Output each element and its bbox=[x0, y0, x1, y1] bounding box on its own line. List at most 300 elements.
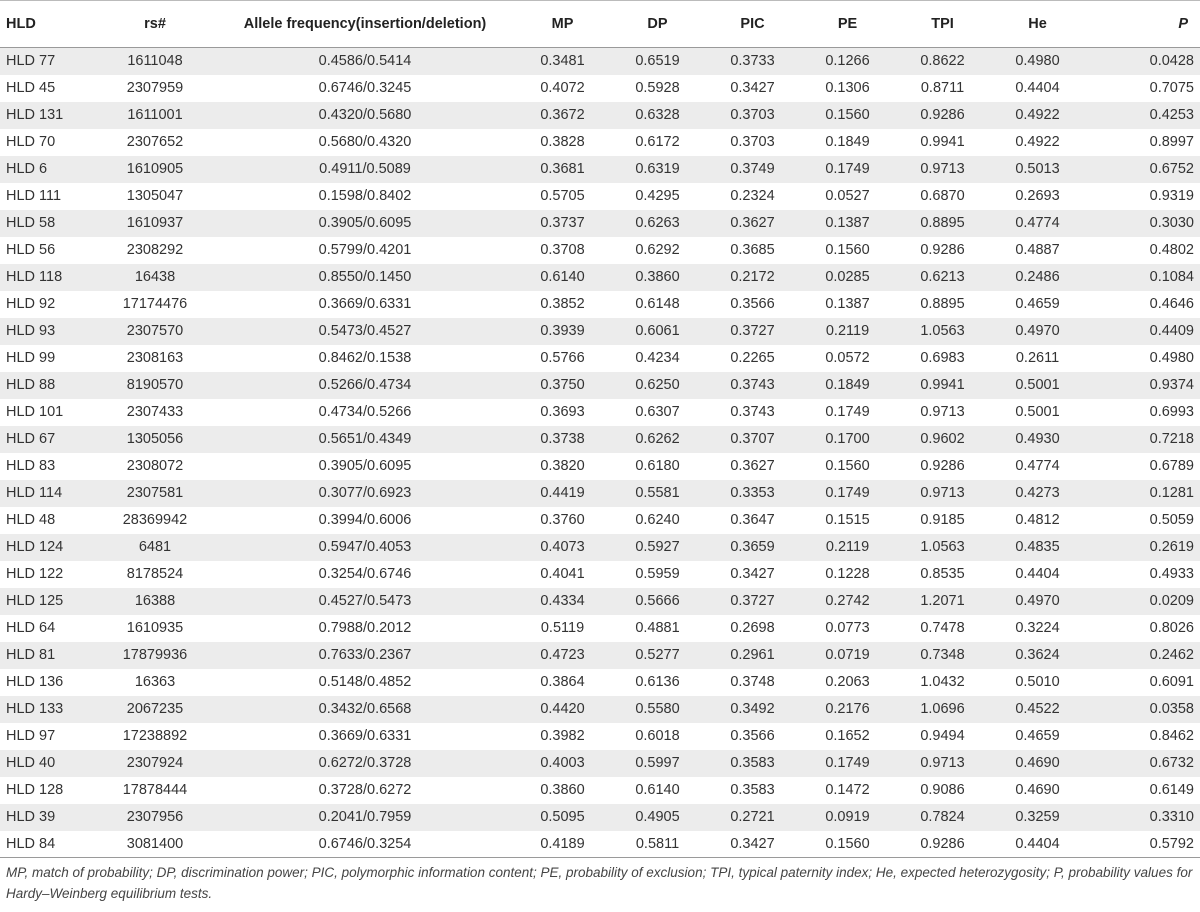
cell-hld: HLD 97 bbox=[6, 728, 56, 744]
cell-dp: 0.5277 bbox=[635, 647, 680, 663]
cell-hld: HLD 88 bbox=[6, 377, 56, 393]
cell-hld: HLD 83 bbox=[6, 458, 56, 474]
cell-pic: 0.3627 bbox=[730, 215, 775, 231]
cell-allele-frequency: 0.4734/0.5266 bbox=[318, 404, 412, 420]
cell-allele-frequency: 0.2041/0.7959 bbox=[318, 809, 412, 825]
cell-he: 0.4887 bbox=[1015, 242, 1060, 258]
cell-p: 0.6091 bbox=[1149, 674, 1194, 690]
cell-tpi: 1.0563 bbox=[920, 323, 965, 339]
cell-p: 0.6752 bbox=[1149, 161, 1194, 177]
table-header bbox=[0, 1, 1200, 48]
cell-rs: 2308072 bbox=[126, 458, 184, 474]
cell-mp: 0.5766 bbox=[540, 350, 585, 366]
table-row bbox=[0, 804, 1200, 831]
cell-dp: 0.5666 bbox=[635, 593, 680, 609]
cell-mp: 0.3738 bbox=[540, 431, 585, 447]
cell-pe: 0.2063 bbox=[825, 674, 870, 690]
cell-hld: HLD 111 bbox=[6, 188, 62, 204]
cell-allele-frequency: 0.5680/0.4320 bbox=[318, 134, 412, 150]
cell-p: 0.6732 bbox=[1149, 755, 1194, 771]
cell-pic: 0.3427 bbox=[730, 566, 775, 582]
header-allele-frequency: Allele frequency(insertion/deletion) bbox=[215, 1, 515, 48]
cell-p: 0.8997 bbox=[1149, 134, 1194, 150]
table-row bbox=[0, 750, 1200, 777]
cell-pe: 0.1387 bbox=[825, 296, 870, 312]
cell-dp: 0.6307 bbox=[635, 404, 680, 420]
cell-rs: 2308292 bbox=[126, 242, 184, 258]
cell-pic: 0.3427 bbox=[730, 80, 775, 96]
cell-allele-frequency: 0.6746/0.3254 bbox=[215, 831, 515, 858]
cell-he: 0.3624 bbox=[1015, 647, 1060, 663]
cell-pe: 0.1652 bbox=[825, 728, 870, 744]
cell-tpi: 0.7824 bbox=[920, 809, 965, 825]
table-row bbox=[0, 318, 1200, 345]
cell-dp: 0.3860 bbox=[635, 269, 680, 285]
cell-he: 0.4690 bbox=[1015, 782, 1060, 798]
cell-dp: 0.6140 bbox=[635, 782, 680, 798]
cell-rs: 2307924 bbox=[126, 755, 184, 771]
cell-rs: 2067235 bbox=[126, 701, 184, 717]
cell-allele-frequency: 0.1598/0.8402 bbox=[318, 188, 412, 204]
cell-he: 0.5010 bbox=[1015, 674, 1060, 690]
cell-he: 0.4522 bbox=[1015, 701, 1060, 717]
cell-he: 0.4404 bbox=[1015, 80, 1060, 96]
table-row bbox=[0, 615, 1200, 642]
cell-hld: HLD 6 bbox=[6, 161, 48, 177]
cell-he: 0.4404 bbox=[990, 831, 1085, 858]
cell-dp: 0.6319 bbox=[635, 161, 680, 177]
cell-mp: 0.3939 bbox=[540, 323, 585, 339]
cell-allele-frequency: 0.3669/0.6331 bbox=[318, 728, 412, 744]
cell-rs: 1611001 bbox=[127, 107, 183, 123]
cell-tpi: 1.0563 bbox=[920, 539, 965, 555]
cell-allele-frequency: 0.4320/0.5680 bbox=[318, 107, 412, 123]
cell-p: 0.4646 bbox=[1149, 296, 1194, 312]
cell-p: 0.0358 bbox=[1149, 701, 1194, 717]
cell-tpi: 0.9185 bbox=[920, 512, 965, 528]
table-row bbox=[0, 588, 1200, 615]
cell-rs: 1610905 bbox=[126, 161, 184, 177]
cell-hld: HLD 40 bbox=[6, 755, 56, 771]
cell-hld: HLD 48 bbox=[6, 512, 56, 528]
cell-pic: 0.3647 bbox=[730, 512, 775, 528]
table-row bbox=[0, 480, 1200, 507]
cell-allele-frequency: 0.4586/0.5414 bbox=[318, 53, 412, 70]
cell-p: 0.4933 bbox=[1149, 566, 1194, 582]
cell-pe: 0.1228 bbox=[825, 566, 870, 582]
header-pe: PE bbox=[800, 1, 895, 48]
cell-pe: 0.1560 bbox=[825, 107, 870, 123]
cell-tpi: 0.9286 bbox=[920, 458, 965, 474]
header-rs: rs# bbox=[95, 1, 215, 48]
cell-dp: 0.6240 bbox=[635, 512, 680, 528]
cell-tpi: 0.9086 bbox=[920, 782, 965, 798]
cell-allele-frequency: 0.3905/0.6095 bbox=[318, 458, 412, 474]
cell-tpi: 0.8895 bbox=[920, 296, 965, 312]
cell-pic: 0.3583 bbox=[730, 755, 775, 771]
cell-tpi: 0.9941 bbox=[920, 377, 965, 393]
cell-dp: 0.6172 bbox=[635, 134, 680, 150]
cell-hld: HLD 99 bbox=[6, 350, 56, 366]
cell-mp: 0.3681 bbox=[540, 161, 585, 177]
cell-dp: 0.4234 bbox=[635, 350, 680, 366]
cell-mp: 0.3864 bbox=[540, 674, 585, 690]
table-row bbox=[0, 777, 1200, 804]
cell-tpi: 0.8895 bbox=[920, 215, 965, 231]
cell-tpi: 1.0696 bbox=[920, 701, 965, 717]
cell-pe: 0.2176 bbox=[825, 701, 870, 717]
table-row bbox=[0, 696, 1200, 723]
cell-pe: 0.0919 bbox=[825, 809, 870, 825]
cell-allele-frequency: 0.5473/0.4527 bbox=[318, 323, 412, 339]
cell-rs: 16363 bbox=[134, 674, 176, 690]
cell-tpi: 0.9713 bbox=[920, 485, 965, 501]
cell-dp: 0.5997 bbox=[635, 755, 680, 771]
cell-he: 0.3224 bbox=[1015, 620, 1060, 636]
cell-tpi: 1.2071 bbox=[920, 593, 965, 609]
cell-tpi: 0.9713 bbox=[920, 404, 965, 420]
cell-tpi: 0.8711 bbox=[920, 80, 965, 96]
table-row bbox=[0, 75, 1200, 102]
cell-mp: 0.4003 bbox=[540, 755, 585, 771]
cell-hld: HLD 84 bbox=[0, 831, 95, 858]
cell-pe: 0.1560 bbox=[800, 831, 895, 858]
cell-p: 0.4409 bbox=[1149, 323, 1194, 339]
cell-allele-frequency: 0.3994/0.6006 bbox=[318, 512, 412, 528]
cell-pe: 0.1849 bbox=[825, 134, 870, 150]
cell-dp: 0.6180 bbox=[635, 458, 680, 474]
cell-mp: 0.3708 bbox=[540, 242, 585, 258]
cell-he: 0.5013 bbox=[1015, 161, 1060, 177]
cell-pe: 0.1749 bbox=[825, 485, 870, 501]
cell-tpi: 0.9713 bbox=[920, 161, 965, 177]
table-row bbox=[0, 237, 1200, 264]
cell-dp: 0.6061 bbox=[635, 323, 680, 339]
cell-allele-frequency: 0.8550/0.1450 bbox=[318, 269, 412, 285]
cell-hld: HLD 64 bbox=[6, 620, 56, 636]
cell-rs: 17878444 bbox=[122, 782, 188, 798]
cell-rs: 2308163 bbox=[126, 350, 184, 366]
cell-pic: 0.2172 bbox=[730, 269, 775, 285]
cell-pe: 0.1306 bbox=[825, 80, 870, 96]
cell-he: 0.2611 bbox=[1015, 350, 1060, 366]
table-row bbox=[0, 102, 1200, 129]
cell-p: 0.3310 bbox=[1149, 809, 1194, 825]
table-body bbox=[0, 48, 1200, 858]
cell-allele-frequency: 0.4911/0.5089 bbox=[319, 161, 411, 177]
table-row bbox=[0, 561, 1200, 588]
header-pic: PIC bbox=[705, 1, 800, 48]
cell-he: 0.4930 bbox=[1015, 431, 1060, 447]
cell-pic: 0.3427 bbox=[705, 831, 800, 858]
cell-rs: 1305047 bbox=[126, 188, 184, 204]
cell-tpi: 0.7348 bbox=[920, 647, 965, 663]
cell-p: 0.6993 bbox=[1149, 404, 1194, 420]
cell-hld: HLD 58 bbox=[6, 215, 56, 231]
cell-allele-frequency: 0.6746/0.3245 bbox=[318, 80, 412, 96]
cell-pe: 0.2119 bbox=[825, 323, 870, 339]
cell-mp: 0.4072 bbox=[540, 80, 585, 96]
cell-he: 0.3259 bbox=[1015, 809, 1060, 825]
table-row bbox=[0, 372, 1200, 399]
cell-dp: 0.4881 bbox=[635, 620, 680, 636]
cell-hld: HLD 92 bbox=[6, 296, 56, 312]
cell-pe: 0.1387 bbox=[825, 215, 870, 231]
cell-hld: HLD 93 bbox=[6, 323, 56, 339]
cell-pic: 0.3743 bbox=[730, 377, 775, 393]
header-hld: HLD bbox=[0, 1, 95, 48]
cell-mp: 0.3672 bbox=[540, 107, 585, 123]
cell-p: 0.0428 bbox=[1149, 53, 1194, 70]
table-row bbox=[0, 723, 1200, 750]
cell-p: 0.8462 bbox=[1149, 728, 1194, 744]
cell-tpi: 0.6983 bbox=[920, 350, 965, 366]
cell-tpi: 0.9713 bbox=[920, 755, 965, 771]
cell-pe: 0.1749 bbox=[825, 404, 870, 420]
cell-rs: 2307959 bbox=[126, 80, 184, 96]
cell-dp: 0.5580 bbox=[635, 701, 680, 717]
cell-pe: 0.1849 bbox=[825, 377, 870, 393]
cell-he: 0.4970 bbox=[1015, 593, 1060, 609]
cell-mp: 0.3820 bbox=[540, 458, 585, 474]
cell-pe: 0.1515 bbox=[825, 512, 870, 528]
cell-pe: 0.1560 bbox=[825, 458, 870, 474]
cell-mp: 0.3693 bbox=[540, 404, 585, 420]
cell-pic: 0.2721 bbox=[730, 809, 775, 825]
cell-pic: 0.3727 bbox=[730, 323, 775, 339]
cell-pic: 0.3733 bbox=[730, 53, 775, 70]
cell-mp: 0.3852 bbox=[540, 296, 585, 312]
cell-rs: 8178524 bbox=[126, 566, 184, 582]
cell-hld: HLD 128 bbox=[6, 782, 64, 798]
cell-pic: 0.3659 bbox=[730, 539, 775, 555]
cell-pic: 0.3748 bbox=[730, 674, 775, 690]
cell-tpi: 0.8622 bbox=[920, 53, 965, 70]
cell-hld: HLD 45 bbox=[6, 80, 56, 96]
cell-dp: 0.5927 bbox=[635, 539, 680, 555]
cell-rs: 16438 bbox=[134, 269, 176, 285]
header-row bbox=[0, 1, 1200, 48]
cell-mp: 0.3481 bbox=[540, 53, 585, 70]
cell-hld: HLD 101 bbox=[6, 404, 64, 420]
cell-mp: 0.4041 bbox=[540, 566, 585, 582]
cell-dp: 0.5959 bbox=[635, 566, 680, 582]
cell-allele-frequency: 0.5651/0.4349 bbox=[318, 431, 412, 447]
cell-pic: 0.3583 bbox=[730, 782, 775, 798]
table-row bbox=[0, 210, 1200, 237]
cell-rs: 1611048 bbox=[127, 53, 183, 70]
cell-hld: HLD 133 bbox=[6, 701, 64, 717]
cell-tpi: 0.9286 bbox=[895, 831, 990, 858]
cell-mp: 0.3750 bbox=[540, 377, 585, 393]
table-row bbox=[0, 831, 1200, 858]
cell-pic: 0.3703 bbox=[730, 107, 775, 123]
cell-pic: 0.3743 bbox=[730, 404, 775, 420]
cell-he: 0.4835 bbox=[1015, 539, 1060, 555]
cell-he: 0.4404 bbox=[1015, 566, 1060, 582]
cell-allele-frequency: 0.8462/0.1538 bbox=[318, 350, 412, 366]
cell-mp: 0.4723 bbox=[540, 647, 585, 663]
cell-hld: HLD 131 bbox=[6, 107, 64, 123]
cell-p: 0.7075 bbox=[1149, 80, 1194, 96]
cell-rs: 17238892 bbox=[122, 728, 188, 744]
cell-p: 0.1281 bbox=[1149, 485, 1194, 501]
cell-hld: HLD 124 bbox=[6, 539, 64, 555]
cell-he: 0.4273 bbox=[1015, 485, 1060, 501]
cell-allele-frequency: 0.5266/0.4734 bbox=[318, 377, 412, 393]
cell-allele-frequency: 0.3432/0.6568 bbox=[318, 701, 412, 717]
cell-p: 0.4253 bbox=[1149, 107, 1194, 123]
cell-hld: HLD 118 bbox=[6, 269, 63, 285]
cell-pic: 0.3566 bbox=[730, 728, 775, 744]
cell-p: 0.9319 bbox=[1149, 188, 1194, 204]
cell-tpi: 0.9602 bbox=[920, 431, 965, 447]
cell-tpi: 0.6870 bbox=[920, 188, 965, 204]
cell-p: 0.5792 bbox=[1085, 831, 1200, 858]
cell-rs: 1305056 bbox=[126, 431, 184, 447]
cell-rs: 28369942 bbox=[122, 512, 188, 528]
cell-he: 0.4690 bbox=[1015, 755, 1060, 771]
cell-pic: 0.3749 bbox=[730, 161, 775, 177]
table-row bbox=[0, 642, 1200, 669]
cell-pic: 0.3353 bbox=[730, 485, 775, 501]
cell-tpi: 0.6213 bbox=[920, 269, 965, 285]
cell-hld: HLD 125 bbox=[6, 593, 64, 609]
table-row bbox=[0, 507, 1200, 534]
cell-allele-frequency: 0.5947/0.4053 bbox=[318, 539, 412, 555]
cell-mp: 0.3982 bbox=[540, 728, 585, 744]
cell-tpi: 0.9286 bbox=[920, 242, 965, 258]
cell-rs: 2307956 bbox=[126, 809, 184, 825]
cell-rs: 1610935 bbox=[126, 620, 184, 636]
header-p: P bbox=[1085, 1, 1200, 48]
cell-pic: 0.2961 bbox=[730, 647, 775, 663]
cell-dp: 0.6263 bbox=[635, 215, 680, 231]
cell-p: 0.6789 bbox=[1149, 458, 1194, 474]
cell-mp: 0.5095 bbox=[540, 809, 585, 825]
cell-pe: 0.1472 bbox=[825, 782, 870, 798]
cell-hld: HLD 67 bbox=[6, 431, 56, 447]
cell-pe: 0.2742 bbox=[825, 593, 870, 609]
cell-allele-frequency: 0.6272/0.3728 bbox=[318, 755, 412, 771]
header-tpi: TPI bbox=[895, 1, 990, 48]
cell-p: 0.2462 bbox=[1149, 647, 1194, 663]
cell-pic: 0.3566 bbox=[730, 296, 775, 312]
cell-hld: HLD 136 bbox=[6, 674, 64, 690]
cell-tpi: 1.0432 bbox=[920, 674, 965, 690]
cell-hld: HLD 77 bbox=[6, 53, 56, 70]
table-row bbox=[0, 345, 1200, 372]
cell-pe: 0.0773 bbox=[825, 620, 870, 636]
cell-dp: 0.6018 bbox=[635, 728, 680, 744]
cell-dp: 0.5928 bbox=[635, 80, 680, 96]
cell-rs: 2307570 bbox=[126, 323, 184, 339]
cell-p: 0.6149 bbox=[1149, 782, 1194, 798]
cell-pic: 0.2265 bbox=[730, 350, 775, 366]
cell-hld: HLD 39 bbox=[6, 809, 56, 825]
cell-p: 0.2619 bbox=[1149, 539, 1194, 555]
cell-he: 0.4922 bbox=[1015, 107, 1060, 123]
cell-he: 0.4659 bbox=[1015, 296, 1060, 312]
cell-he: 0.4659 bbox=[1015, 728, 1060, 744]
cell-pic: 0.2324 bbox=[730, 188, 775, 204]
cell-hld: HLD 114 bbox=[6, 485, 63, 501]
cell-dp: 0.4905 bbox=[635, 809, 680, 825]
cell-mp: 0.5705 bbox=[540, 188, 585, 204]
cell-mp: 0.3828 bbox=[540, 134, 585, 150]
cell-dp: 0.5581 bbox=[635, 485, 680, 501]
cell-mp: 0.4420 bbox=[540, 701, 585, 717]
table-row bbox=[0, 129, 1200, 156]
cell-mp: 0.5119 bbox=[540, 620, 585, 636]
cell-pe: 0.0572 bbox=[825, 350, 870, 366]
table-row bbox=[0, 183, 1200, 210]
cell-pic: 0.2698 bbox=[730, 620, 775, 636]
cell-he: 0.4970 bbox=[1015, 323, 1060, 339]
cell-mp: 0.3860 bbox=[540, 782, 585, 798]
cell-pe: 0.1560 bbox=[825, 242, 870, 258]
cell-allele-frequency: 0.5148/0.4852 bbox=[318, 674, 412, 690]
cell-dp: 0.6292 bbox=[635, 242, 680, 258]
cell-he: 0.4774 bbox=[1015, 458, 1060, 474]
cell-mp: 0.4419 bbox=[540, 485, 585, 501]
cell-he: 0.5001 bbox=[1015, 377, 1060, 393]
cell-rs: 8190570 bbox=[126, 377, 184, 393]
cell-tpi: 0.9286 bbox=[920, 107, 965, 123]
header-he: He bbox=[990, 1, 1085, 48]
cell-allele-frequency: 0.4527/0.5473 bbox=[318, 593, 412, 609]
cell-pe: 0.0719 bbox=[825, 647, 870, 663]
cell-allele-frequency: 0.3905/0.6095 bbox=[318, 215, 412, 231]
cell-tpi: 0.9941 bbox=[920, 134, 965, 150]
cell-pe: 0.2119 bbox=[825, 539, 870, 555]
header-dp: DP bbox=[610, 1, 705, 48]
cell-tpi: 0.9494 bbox=[920, 728, 965, 744]
cell-allele-frequency: 0.5799/0.4201 bbox=[318, 242, 412, 258]
cell-pe: 0.1266 bbox=[825, 53, 870, 70]
table-row bbox=[0, 453, 1200, 480]
cell-dp: 0.5811 bbox=[610, 831, 705, 858]
cell-he: 0.4774 bbox=[1015, 215, 1060, 231]
cell-hld: HLD 81 bbox=[6, 647, 56, 663]
cell-he: 0.2693 bbox=[1015, 188, 1060, 204]
cell-rs: 2307581 bbox=[126, 485, 184, 501]
cell-rs: 17879936 bbox=[122, 647, 188, 663]
cell-dp: 0.6519 bbox=[635, 53, 680, 70]
cell-dp: 0.6250 bbox=[635, 377, 680, 393]
cell-p: 0.1084 bbox=[1149, 269, 1194, 285]
cell-p: 0.5059 bbox=[1149, 512, 1194, 528]
cell-he: 0.2486 bbox=[1015, 269, 1060, 285]
cell-allele-frequency: 0.3077/0.6923 bbox=[318, 485, 412, 501]
cell-mp: 0.4334 bbox=[540, 593, 585, 609]
cell-hld: HLD 122 bbox=[6, 566, 64, 582]
cell-dp: 0.6328 bbox=[635, 107, 680, 123]
cell-pe: 0.0285 bbox=[825, 269, 870, 285]
cell-mp: 0.3737 bbox=[540, 215, 585, 231]
cell-dp: 0.6262 bbox=[635, 431, 680, 447]
cell-pic: 0.3627 bbox=[730, 458, 775, 474]
table-row bbox=[0, 291, 1200, 318]
cell-pe: 0.1700 bbox=[825, 431, 870, 447]
cell-pe: 0.1749 bbox=[825, 161, 870, 177]
table-row bbox=[0, 264, 1200, 291]
cell-rs: 3081400 bbox=[95, 831, 215, 858]
cell-dp: 0.6136 bbox=[635, 674, 680, 690]
cell-p: 0.7218 bbox=[1149, 431, 1194, 447]
cell-tpi: 0.8535 bbox=[920, 566, 965, 582]
cell-mp: 0.4189 bbox=[515, 831, 610, 858]
